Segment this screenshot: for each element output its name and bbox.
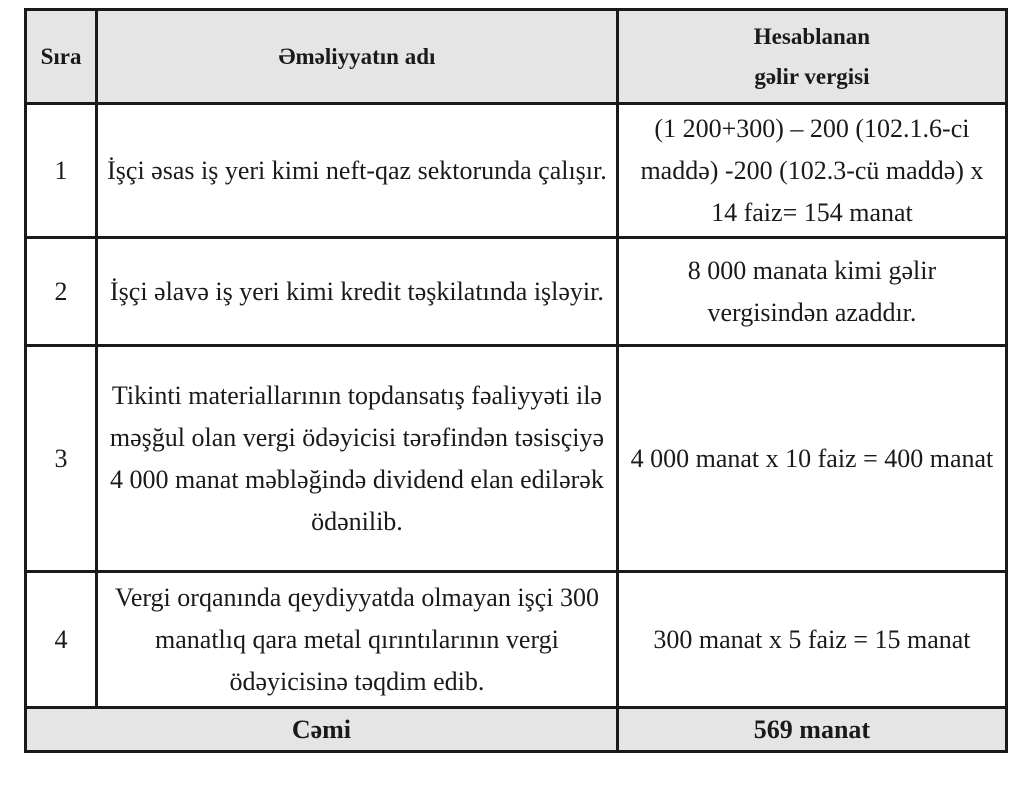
total-label: Cəmi [26, 708, 618, 752]
table-row [26, 572, 1007, 708]
header-tax-line1: Hesablanan [753, 23, 871, 49]
total-value: 569 manat [617, 708, 1006, 752]
header-num: Sıra [26, 10, 97, 104]
row-name: Vergi orqanında qeydiyyatda olmayan işçi 300 manatlıq qara metal qırıntılarının vergi ödəyicisinə təqdim edib. [97, 572, 618, 708]
row-tax: (1 200+300) – 200 (102.1.6-ci maddə) -200 (102.3-cü maddə) x 14 faiz= 154 manat [617, 104, 1006, 238]
row-tax: 4 000 manat x 10 faiz = 400 manat [617, 346, 1006, 572]
table-row [26, 104, 1007, 238]
header-name: Əməliyyatın adı [97, 10, 618, 104]
row-num: 4 [26, 572, 97, 708]
row-tax: 8 000 manata kimi gəlir vergisindən azaddır. [617, 238, 1006, 346]
row-tax: 300 manat x 5 faiz = 15 manat [617, 572, 1006, 708]
row-name: İşçi əlavə iş yeri kimi kredit təşkilatında işləyir. [97, 238, 618, 346]
tax-table [24, 8, 1008, 753]
row-num: 2 [26, 238, 97, 346]
header-tax [617, 10, 1006, 104]
row-name: Tikinti materiallarının topdansatış fəaliyyəti ilə məşğul olan vergi ödəyicisi tərəfindən təsisçiyə 4 000 manat məbləğində dividend elan edilərək ödənilib. [97, 346, 618, 572]
table-row [26, 346, 1007, 572]
total-row [26, 708, 1007, 752]
table-header-row [26, 10, 1007, 104]
row-num: 3 [26, 346, 97, 572]
row-num: 1 [26, 104, 97, 238]
header-tax-line2: gəlir vergisi [754, 63, 870, 89]
row-name: İşçi əsas iş yeri kimi neft-qaz sektorunda çalışır. [97, 104, 618, 238]
table-row [26, 238, 1007, 346]
